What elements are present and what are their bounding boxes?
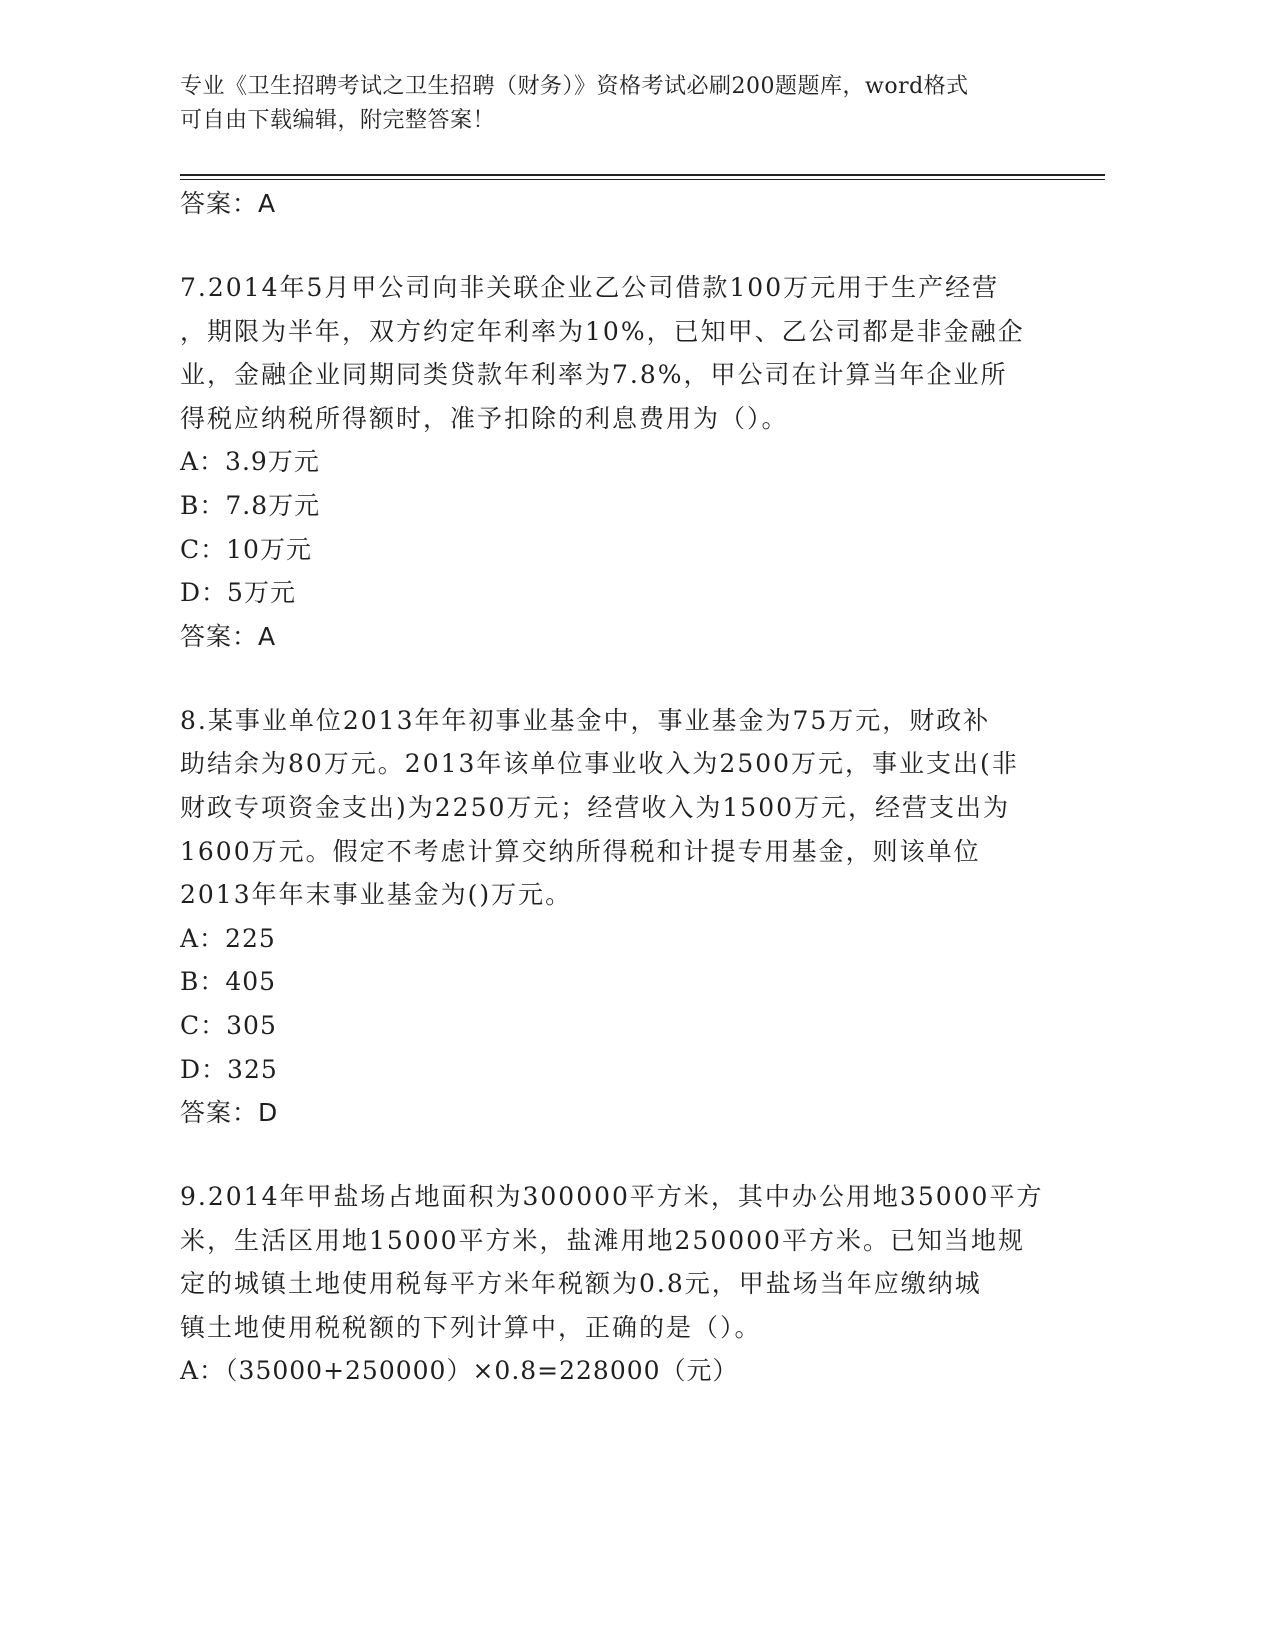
option-c: C：10万元 (180, 534, 312, 564)
option-a: A：225 (180, 923, 276, 953)
question-line: 1600万元。假定不考虑计算交纳所得税和计提专用基金，则该单位 (180, 836, 981, 866)
option-a: A：3.9万元 (180, 447, 320, 477)
header-line-1: 专业《卫生招聘考试之卫生招聘（财务）》资格考试必刷200题题库，word格式 (180, 74, 969, 99)
option-d: D：5万元 (180, 578, 296, 608)
option-d: D：325 (180, 1054, 278, 1084)
question-line: 财政专项资金支出)为2250万元；经营收入为1500万元，经营支出为 (180, 792, 1011, 822)
question-block-7 (180, 266, 1060, 659)
option-a: A：（35000+250000）×0.8=228000（元） (180, 1356, 739, 1386)
question-line: 7.2014年5月甲公司向非关联企业乙公司借款100万元用于生产经营 (180, 273, 1000, 302)
question-line: 2013年年末事业基金为()万元。 (180, 880, 573, 910)
answer-line: 答案：D (180, 1098, 279, 1128)
question-line: 业，金融企业同期同类贷款年利率为7.8%，甲公司在计算当年企业所 (180, 360, 1008, 390)
question-line: ，期限为半年，双方约定年利率为10%，已知甲、乙公司都是非金融企 (180, 316, 1025, 346)
option-c: C：305 (180, 1010, 277, 1040)
question-line: 米，生活区用地15000平方米，盐滩用地250000平方米。已知当地规 (180, 1225, 1025, 1255)
option-b: B：405 (180, 967, 277, 997)
header-divider-thick (180, 174, 1105, 176)
answer-line: 答案：A (180, 621, 277, 651)
question-line: 9.2014年甲盐场占地面积为300000平方米，其中办公用地35000平方 (180, 1182, 1044, 1212)
previous-question-answer: 答案：A (180, 189, 277, 218)
header-line-2: 可自由下载编辑，附完整答案！ (180, 108, 496, 133)
question-line: 镇土地使用税税额的下列计算中，正确的是（）。 (180, 1312, 762, 1342)
question-line: 8.某事业单位2013年年初事业基金中，事业基金为75万元，财政补 (180, 705, 991, 735)
question-block-9 (180, 1175, 1060, 1393)
question-line: 得税应纳税所得额时，准予扣除的利息费用为（）。 (180, 403, 789, 433)
document-header (180, 70, 1060, 138)
document-body (180, 180, 1060, 1393)
question-block-8 (180, 699, 1060, 1135)
question-line: 定的城镇土地使用税每平方米年税额为0.8元，甲盐场当年应缴纳城 (180, 1269, 982, 1299)
question-line: 助结余为80万元。2013年该单位事业收入为2500万元，事业支出(非 (180, 749, 1019, 779)
option-b: B：7.8万元 (180, 490, 321, 520)
